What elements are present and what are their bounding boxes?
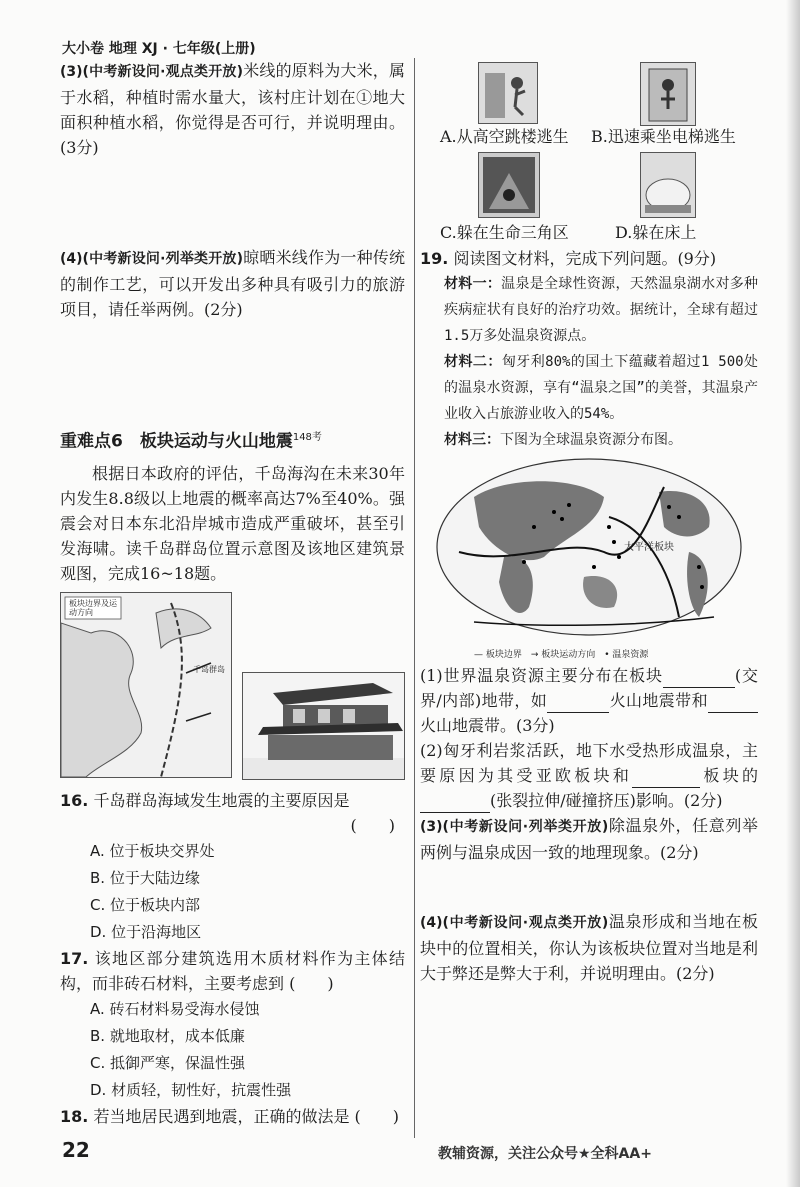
map-legend: — 板块边界 → 板块运动方向 • 温泉资源 (474, 650, 649, 660)
figure-row (60, 592, 405, 784)
kuril-map-svg (61, 593, 231, 777)
q17-number: 17. (60, 948, 89, 968)
pic-a-caption[interactable]: A.从高空跳楼逃生 (440, 127, 569, 146)
window (343, 709, 355, 723)
q16-option-a[interactable]: A. 位于板块交界处 (90, 841, 215, 860)
roof (273, 683, 393, 705)
pic-c-caption[interactable]: C.躲在生命三角区 (440, 223, 569, 242)
blank-2[interactable] (547, 695, 609, 713)
q19-2-text-c: (张裂拉伸/碰撞挤压)影响。(2分) (490, 791, 723, 810)
building-svg (243, 673, 404, 779)
blank-5[interactable] (420, 795, 490, 813)
q17-answer-paren[interactable]: ( ) (289, 973, 334, 993)
q19-1-text-c: 火山地震带和 (609, 691, 708, 710)
pic-a-image (478, 62, 538, 124)
pic-d-svg (641, 153, 695, 217)
q17-option-d[interactable]: D. 材质轻，韧性好，抗震性强 (90, 1080, 292, 1099)
column-divider (414, 58, 415, 1138)
q19-3-text: 除温泉外，任意列举两例与温泉成因一致的地理现象。(2分) (420, 816, 758, 862)
left-column (60, 58, 405, 1129)
q18-number: 18. (60, 1106, 89, 1126)
q18 (60, 1104, 405, 1129)
pic-c-image (478, 152, 540, 218)
pic-a-svg (479, 63, 537, 123)
q19-1-text-b: (交界/内部)地带，如 (420, 666, 758, 710)
q19-stem (420, 246, 758, 271)
material-1-text: 温泉是全球性资源，天然温泉湖水对多种疾病症状有良好的治疗功效。据统计，全球有超过1.5万多处温泉资源点。 (444, 276, 759, 344)
building-photo (242, 672, 405, 780)
q15-4-tag: (4)(中考新设问·列举类开放) (60, 251, 244, 267)
pacific-plate-label: 太平洋板块 (624, 542, 674, 553)
kuril-map (60, 592, 232, 778)
q19-3-tag: (3)(中考新设问·列举类开放) (420, 819, 609, 835)
section-page-ref: 148考 (292, 432, 322, 443)
window (293, 709, 305, 723)
q15-3-text: 米线的原料为大米，属于水稻，种植时需水量大，该村庄计划在①地大面积种植水稻，你觉得是否可行，并说明理由。(3分) (60, 61, 405, 157)
page-edge (786, 0, 800, 1187)
q17-option-b[interactable]: B. 就地取材，成本低廉 (90, 1026, 245, 1045)
q19-1-text-d: 火山地震带。(3分) (420, 716, 555, 735)
q16-option-b[interactable]: B. 位于大陆边缘 (90, 868, 200, 887)
answer-space[interactable] (420, 865, 758, 909)
q19 (420, 246, 758, 986)
q15-4-text: 晾晒米线作为一种传统的制作工艺，可以开发出多种具有吸引力的旅游项目，请任举两例。(2分) (60, 248, 405, 319)
q15-part4 (60, 245, 405, 350)
q19-material-3 (420, 427, 758, 453)
q16-text: 千岛群岛海域发生地震的主要原因是 (93, 790, 350, 810)
motion-arrow (186, 713, 211, 721)
q16-answer-paren[interactable]: ( ) (350, 815, 395, 835)
material-3-text: 下图为全球温泉资源分布图。 (500, 432, 682, 448)
q18-answer-paren[interactable]: ( ) (354, 1106, 400, 1126)
answer-space[interactable] (60, 160, 405, 245)
q16-number: 16. (60, 790, 89, 810)
q19-1-text-a: (1)世界温泉资源主要分布在板块 (420, 666, 663, 685)
q16-option-c[interactable]: C. 位于板块内部 (90, 895, 201, 914)
pic-c-svg (479, 153, 539, 217)
world-map-svg (434, 457, 744, 647)
q19-material-1 (420, 271, 758, 349)
pic-d-image (640, 152, 696, 218)
page-number: 22 (62, 1138, 90, 1162)
q19-part3 (420, 813, 758, 865)
q16 (60, 788, 405, 813)
q19-number: 19. (420, 249, 449, 268)
material-2-label: 材料二： (444, 354, 502, 370)
footer-note: 教辅资源，关注公众号★全科AA+ (438, 1146, 652, 1162)
q19-2-text-b: 板块的 (700, 766, 758, 785)
blank-4[interactable] (632, 770, 700, 788)
blank-1[interactable] (663, 670, 735, 688)
intro-paragraph: 根据日本政府的评估，千岛海沟在未来30年内发生8.8级以上地震的概率高达7%至40%。强震会对日本东北沿岸城市造成严重破坏，甚至引发海啸。读千岛群岛位置示意图及该地区建筑景观图，完成16~18题。 (60, 463, 405, 583)
q19-4-tag: (4)(中考新设问·观点类开放) (420, 915, 609, 931)
answer-space[interactable] (60, 350, 405, 425)
q19-part1 (420, 663, 758, 738)
pic-b-svg (641, 63, 695, 125)
material-1-label: 材料一： (444, 276, 502, 292)
q18-text: 若当地居民遇到地震，正确的做法是 (93, 1106, 350, 1126)
pic-d-caption[interactable]: D.躲在床上 (615, 223, 697, 242)
map-legend-text: 板块边界及运动方向 (69, 598, 117, 617)
pic-b-caption[interactable]: B.迅速乘坐电梯逃生 (591, 127, 736, 146)
page-header: 大小卷 地理 XJ · 七年级(上册) (62, 41, 256, 57)
q17 (60, 946, 405, 996)
q19-text: 阅读图文材料，完成下列问题。(9分) (453, 249, 717, 268)
hokkaido-landmass (156, 609, 211, 648)
q19-material-2 (420, 349, 758, 427)
q15-part3 (60, 58, 405, 160)
q19-2-text-a: (2)匈牙利岩浆活跃，地下水受热形成温泉，主要原因为其受亚欧板块和 (420, 741, 758, 785)
japan-landmass (61, 623, 142, 777)
material-3-label: 材料三： (444, 432, 500, 448)
blank-3[interactable] (708, 695, 758, 713)
q19-part4 (420, 909, 758, 986)
kuril-label: 千岛群岛 (193, 664, 225, 674)
pic-b-image (640, 62, 696, 126)
q17-option-a[interactable]: A. 砖石材料易受海水侵蚀 (90, 999, 260, 1018)
section-title (60, 425, 405, 455)
q17-option-c[interactable]: C. 抵御严寒，保温性强 (90, 1053, 246, 1072)
q17-text: 该地区部分建筑选用木质材料作为主体结构，而非砖石材料，主要考虑到 (60, 948, 405, 993)
q16-option-d[interactable]: D. 位于沿海地区 (90, 922, 202, 941)
section-title-text: 重难点6 板块运动与火山地震 (60, 431, 293, 452)
q15-3-tag: (3)(中考新设问·观点类开放) (60, 64, 244, 80)
q19-4-text: 温泉形成和当地在板块中的位置相关，你认为该板块位置对当地是利大于弊还是弊大于利，并说明理由。(2分) (420, 912, 758, 983)
material-2-text: 匈牙利80%的国土下蕴藏着超过1 500处的温泉水资源，享有“温泉之国”的美誉，其温泉产业收入占旅游业收入的54%。 (444, 354, 759, 422)
ground (243, 758, 404, 779)
lower-floor (268, 735, 393, 760)
hot-spring-map (434, 457, 758, 660)
q19-part2 (420, 738, 758, 813)
window (318, 709, 330, 723)
